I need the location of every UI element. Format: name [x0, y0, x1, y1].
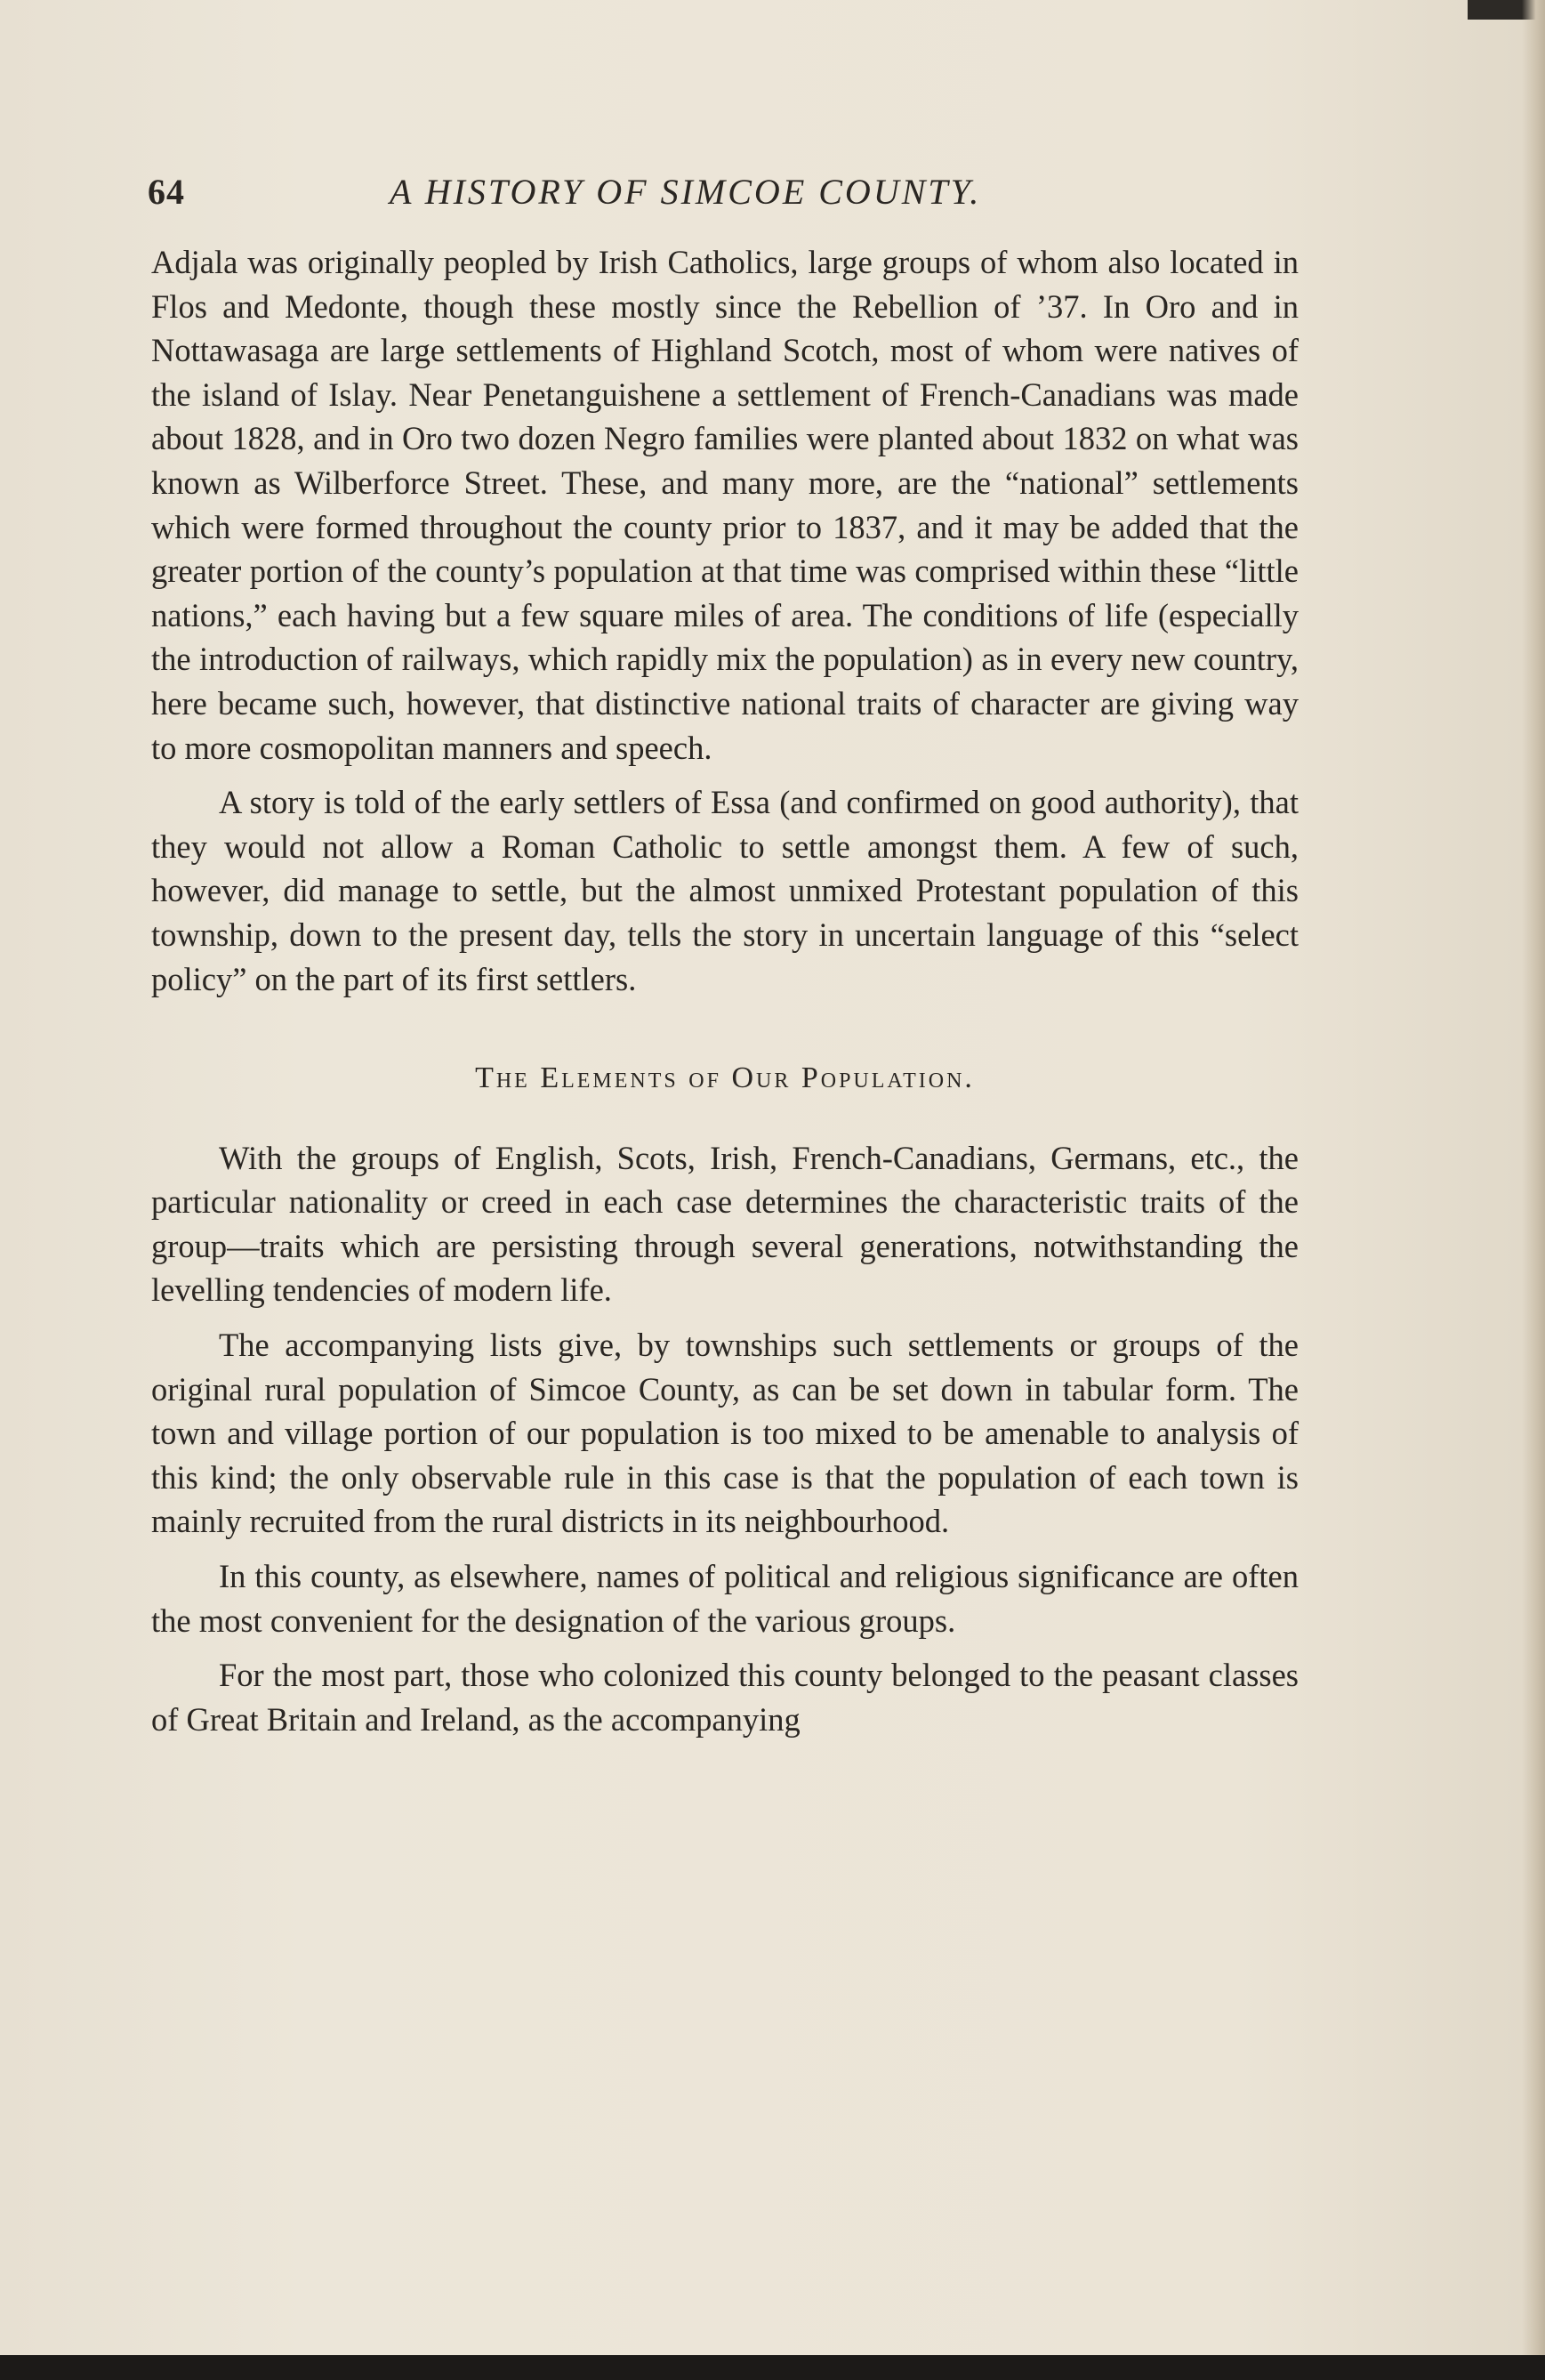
page-number: 64 [148, 172, 185, 212]
page-edge-shadow [1522, 0, 1545, 2380]
section-heading: The Elements of Our Population. [475, 1061, 975, 1095]
paragraph-accompanying-lists: The accompanying lists give, by townships such settlements or groups of the original rural population of Simcoe County, as can be set down in tabular form. The town and village portion of our population is too mixed to be amenable to analysis of this kind; the only observable rule in this case is that the population of each town is mainly recruited from the rural districts in its neighbourhood. [151, 1327, 1299, 1540]
paragraph-names-significance: In this county, as elsewhere, names of political and religious significance are often the most convenient for the designation of the various groups. [151, 1558, 1299, 1639]
paragraph-groups: With the groups of English, Scots, Irish, French-Canadians, Germans, etc., the particular nationality or creed in each case determines the characteristic traits of the group—traits which are persisting through several generations, notwithstanding the levelling tendencies of modern life. [151, 1139, 1299, 1309]
body-text [151, 240, 1299, 1741]
paragraph-essa-story: A story is told of the early settlers of Essa (and confirmed on good authority), that they would not allow a Roman Catholic to settle amongst them. A few of such, however, did manage to settle, but the almost unmixed Protestant population of this township, down to the present day, tells the story in uncertain language of this “select policy” on the part of its first settlers. [151, 784, 1299, 997]
running-head: A HISTORY OF SIMCOE COUNTY. [390, 172, 982, 212]
scan-bottom-border [0, 2355, 1545, 2380]
paragraph-adjala: Adjala was originally peopled by Irish Catholics, large groups of whom also located in Flos and Medonte, though these mostly since the Rebellion of ’37. In Oro and in Nottawasaga are large settlements of Highland Scotch, most of whom were natives of the island of Islay. Near Penetanguishene a settlement of French-Canadians was made about 1828, and in Oro two dozen Negro families were planted about 1832 on what was known as Wilberforce Street. These, and many more, are the “national” settlements which were formed throughout the county prior to 1837, and it may be added that the greater portion of the county’s population at that time was comprised within these “little nations,” each having but a few square miles of area. The conditions of life (especially the introduction of railways, which rapidly mix the population) as in every new country, here became such, however, that distinctive national traits of character are giving way to more cosmopolitan manners and speech. [151, 244, 1299, 766]
page-header [148, 171, 1304, 215]
paragraph-colonizers: For the most part, those who colonized this county belonged to the peasant classes of Great Britain and Ireland, as the accompanying [151, 1657, 1299, 1738]
